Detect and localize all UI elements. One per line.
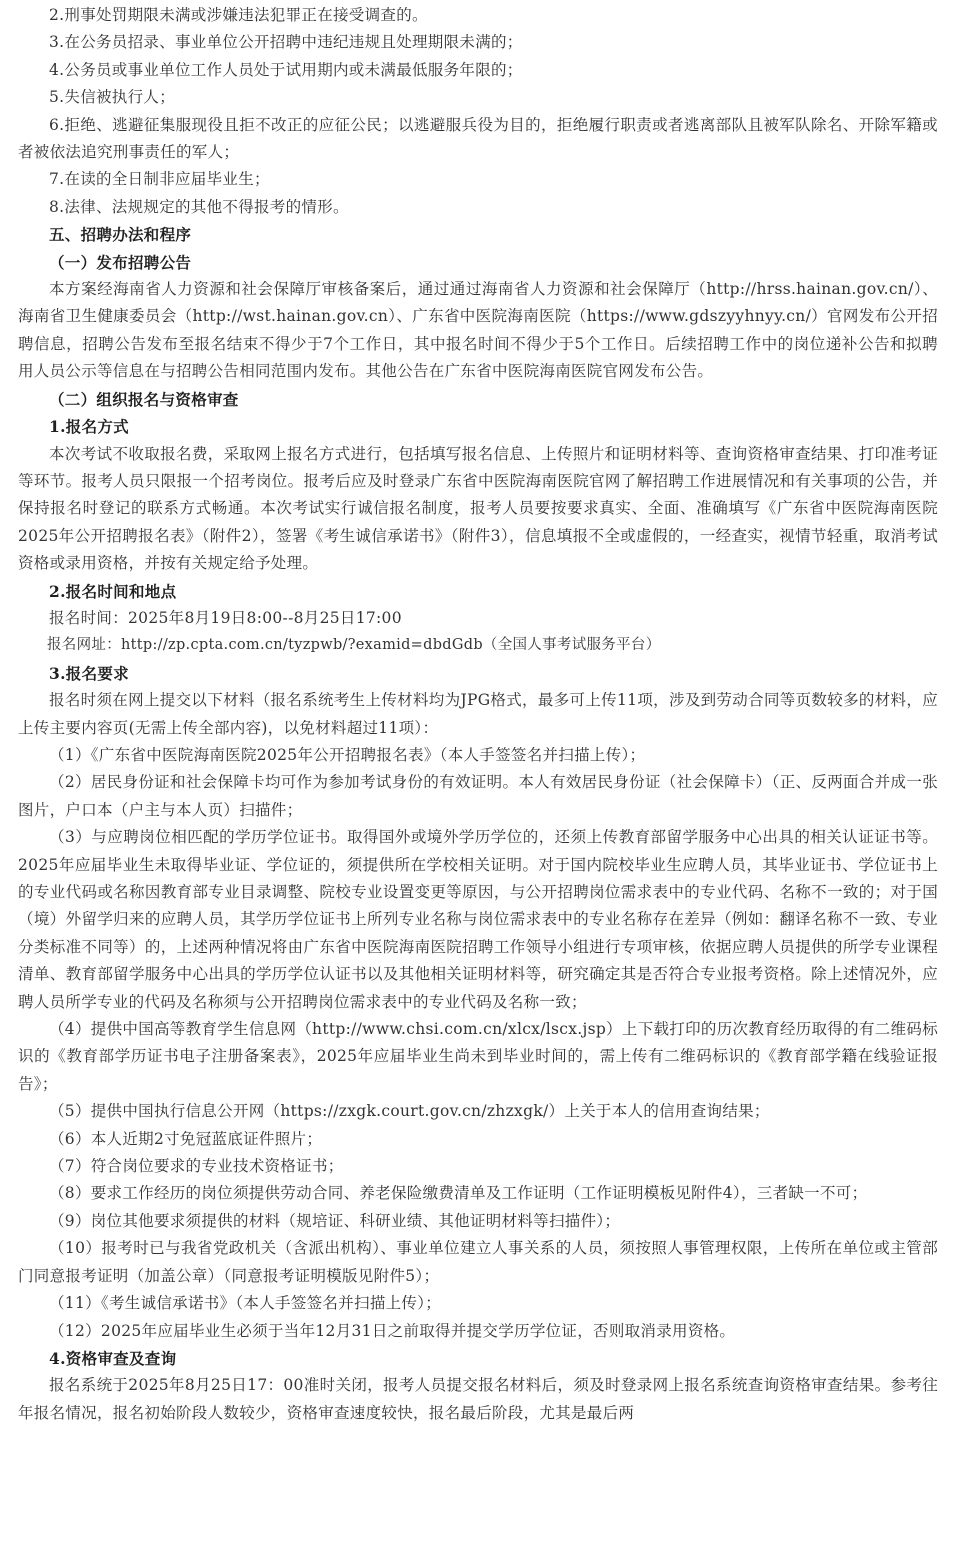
subsection-heading-registration-review: （二）组织报名与资格审查 bbox=[49, 389, 239, 409]
paragraph-requirements-intro: 报名时须在网上提交以下材料（报名系统考生上传材料均为JPG格式，最多可上传11项，涉及到劳动合同等页数较多的材料，应上传主要内容页(无需上传全部内容)，以免材料超过11项）： bbox=[18, 691, 938, 737]
list-item-5: 5.失信被执行人； bbox=[49, 88, 175, 107]
paragraph-registration-method: 本次考试不收取报名费，采取网上报名方式进行，包括填写报名信息、上传照片和证明材料等、查询资格审查结果、打印准考证等环节。报考人员只限报一个招考岗位。报考后应及时登录广东省中医院海南医院官网了解招聘工作进展情况和有关事项的公告，并保持报名时登记的联系方式畅通。本次考试实行诚信报名制度，报考人员要按要求真实、全面、准确填写《广东省中医院海南医院2025年公开招聘报名表》（附件2），签署《考生诚信承诺书》（附件3），信息填报不全或虚假的，一经查实，视情节轻重，取消考试资格或录用资格，并按有关规定给予处理。 bbox=[18, 444, 938, 573]
requirement-item-6: （6）本人近期2寸免冠蓝底证件照片； bbox=[49, 1129, 323, 1148]
subsection-heading-publish-notice: （一）发布招聘公告 bbox=[49, 252, 192, 272]
requirement-item-1: （1）《广东省中医院海南医院2025年公开招聘报名表》（本人手签签名并扫描上传）； bbox=[49, 745, 646, 764]
requirement-item-8: （8）要求工作经历的岗位须提供劳动合同、养老保险缴费清单及工作证明（工作证明模板见附件4），三者缺一不可； bbox=[49, 1184, 868, 1203]
item-heading-qualification-review: 4.资格审查及查询 bbox=[49, 1348, 177, 1368]
list-item-6: 6.拒绝、逃避征集服现役且拒不改正的应征公民；以逃避服兵役为目的，拒绝履行职责或者逃离部队且被军队除名、开除军籍或者被依法追究刑事责任的军人； bbox=[18, 115, 938, 162]
paragraph-publish-notice: 本方案经海南省人力资源和社会保障厅审核备案后，通过通过海南省人力资源和社会保障厅（http://hrss.hainan.gov.cn/）、海南省卫生健康委员会（http://wst.hainan.gov.cn）、广东省中医院海南医院（https://www.gdszyyhnyy.cn/）官网发布公开招聘信息，招聘公告发布至报名结束不得少于7个工作日，其中报名时间不得少于5个工作日。后续招聘工作中的岗位递补公告和拟聘用人员公示等信息在与招聘公告相同范围内发布。其他公告在广东省中医院海南医院官网发布公告。 bbox=[18, 280, 938, 381]
registration-url: 报名网址：http://zp.cpta.com.cn/tyzpwb/?examid=dbdGdb（全国人事考试服务平台） bbox=[47, 637, 661, 654]
requirement-item-3: （3）与应聘岗位相匹配的学历学位证书。取得国外或境外学历学位的，还须上传教育部留学服务中心出具的相关认证证书等。2025年应届毕业生未取得毕业证、学位证的，须提供所在学校相关证明。对于国内院校毕业生应聘人员，其毕业证书、学位证书上的专业代码或名称因教育部专业目录调整、院校专业设置变更等原因，与公开招聘岗位需求表中的专业代码、名称不一致的；对于国（境）外留学归来的应聘人员，其学历学位证书上所列专业名称与岗位需求表中的专业名称存在差异（例如：翻译名称不一致、专业分类标准不同等）的，上述两种情况将由广东省中医院海南医院招聘工作领导小组进行专项审核，依据应聘人员提供的所学专业课程清单、教育部留学服务中心出具的学历学位认证书以及其他相关证明材料等，研究确定其是否符合专业报考资格。除上述情况外，应聘人员所学专业的代码及名称须与公开招聘岗位需求表中的专业代码及名称一致； bbox=[18, 828, 938, 1011]
requirement-item-10: （10）报考时已与我省党政机关（含派出机构）、事业单位建立人事关系的人员，须按照人事管理权限，上传所在单位或主管部门同意报考证明（加盖公章）（同意报考证明模版见附件5）； bbox=[18, 1239, 938, 1285]
list-item-4: 4.公务员或事业单位工作人员处于试用期内或未满最低服务年限的； bbox=[49, 60, 523, 79]
item-heading-registration-requirements: 3.报名要求 bbox=[49, 663, 129, 683]
requirement-item-12: （12）2025年应届毕业生必须于当年12月31日之前取得并提交学历学位证，否则取消录用资格。 bbox=[49, 1321, 736, 1340]
list-item-3: 3.在公务员招录、事业单位公开招聘中违纪违规且处理期限未满的； bbox=[49, 33, 523, 52]
list-item-2: 2.刑事处罚期限未满或涉嫌违法犯罪正在接受调查的。 bbox=[49, 6, 428, 24]
requirement-item-9: （9）岗位其他要求须提供的材料（规培证、科研业绩、其他证明材料等扫描件）； bbox=[49, 1211, 621, 1230]
registration-time: 报名时间：2025年8月19日8:00--8月25日17:00 bbox=[49, 608, 402, 627]
requirement-item-5: （5）提供中国执行信息公开网（https://zxgk.court.gov.cn/zhzxgk/）上关于本人的信用查询结果； bbox=[49, 1102, 770, 1121]
item-heading-registration-method: 1.报名方式 bbox=[49, 417, 129, 437]
section-heading-recruitment-procedure: 五、招聘办法和程序 bbox=[49, 225, 192, 245]
requirement-item-7: （7）符合岗位要求的专业技术资格证书； bbox=[49, 1157, 344, 1176]
requirement-item-11: （11）《考生诚信承诺书》（本人手签签名并扫描上传）； bbox=[49, 1294, 442, 1313]
list-item-8: 8.法律、法规规定的其他不得报考的情形。 bbox=[49, 197, 349, 216]
requirement-item-4: （4）提供中国高等教育学生信息网（http://www.chsi.com.cn/xlcx/lscx.jsp）上下载打印的历次教育经历取得的有二维码标识的《教育部学历证书电子注册备案表》，2025年应届毕业生尚未到毕业时间的，需上传有二维码标识的《教育部学籍在线验证报告》； bbox=[18, 1020, 938, 1093]
list-item-7: 7.在读的全日制非应届毕业生； bbox=[49, 170, 270, 189]
requirement-item-2: （2）居民身份证和社会保障卡均可作为参加考试身份的有效证明。本人有效居民身份证（社会保障卡）（正、反两面合并成一张图片，户口本（户主与本人页）扫描件； bbox=[18, 773, 938, 819]
paragraph-qualification-review: 报名系统于2025年8月25日17：00准时关闭，报考人员提交报名材料后，须及时登录网上报名系统查询资格审查结果。参考往年报名情况，报名初始阶段人数较少，资格审查速度较快，报名最后阶段，尤其是最后两 bbox=[18, 1376, 938, 1422]
item-heading-registration-time-place: 2.报名时间和地点 bbox=[49, 581, 177, 601]
